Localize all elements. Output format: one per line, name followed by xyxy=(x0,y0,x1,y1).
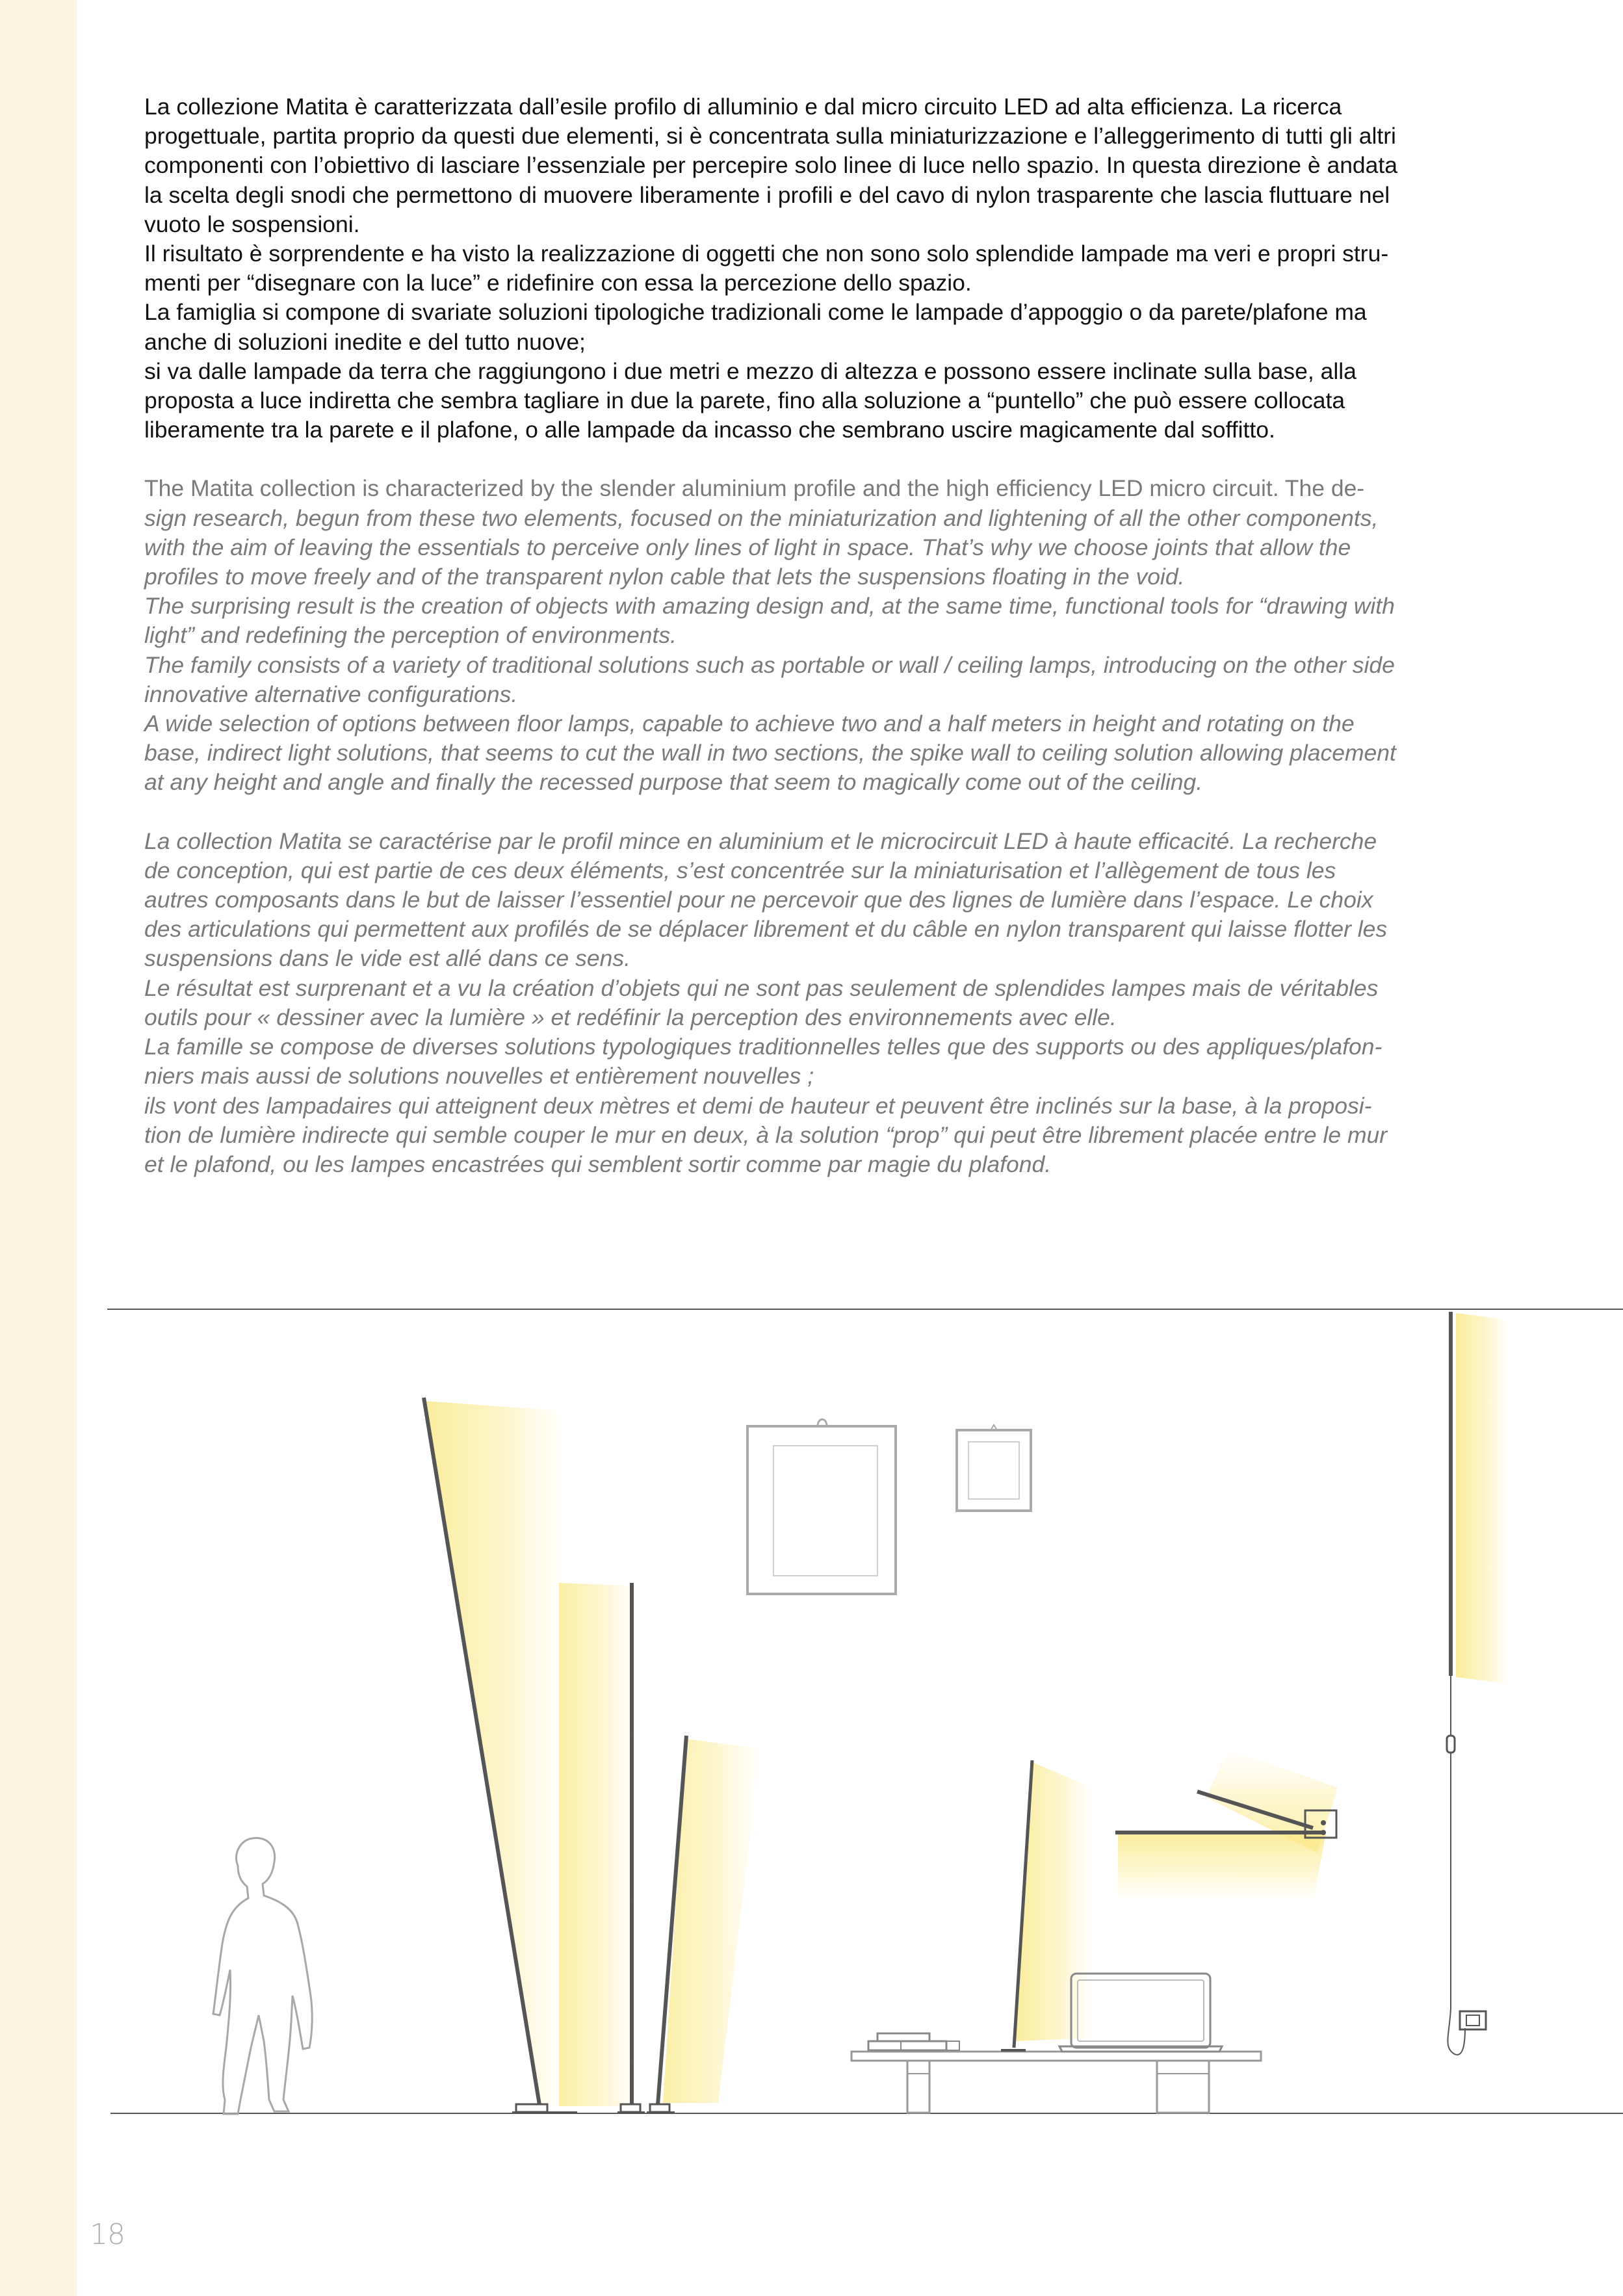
desk-top xyxy=(851,2052,1261,2061)
english-line: The Matita collection is characterized by the slender aluminium profile and the high efficiency LED micro circuit. The de- xyxy=(144,475,1365,502)
english-line: A wide selection of options between floor lamps, capable to achieve two and a half meters in height and rotating on the xyxy=(144,711,1355,737)
french-line: La famille se compose de diverses solutions typologiques traditionnelles telles que des supports ou des appliques/plafon- xyxy=(144,1034,1383,1060)
picture-frame-large xyxy=(747,1426,896,1594)
french-line: outils pour « dessiner avec la lumière » et redéfinir la perception des environnements avec elle. xyxy=(144,1004,1117,1030)
french-line: suspensions dans le vide est allé dans ce sens. xyxy=(144,945,630,972)
italian-line: Il risultato è sorprendente e ha visto la realizzazione di oggetti che non sono solo splendide lampade ma veri e propri stru- xyxy=(144,241,1389,267)
book-stack xyxy=(868,2041,946,2050)
english-text xyxy=(144,474,1480,797)
english-line: The surprising result is the creation of objects with amazing design and, at the same time, functional tools for “drawing with xyxy=(144,593,1395,620)
italian-line: anche di soluzioni inedite e del tutto nuove; xyxy=(144,328,586,355)
spike-lamp-cable-lower xyxy=(1448,1753,1465,2055)
english-line: The family consists of a variety of traditional solutions such as portable or wall / ceiling lamps, introducing on the other side xyxy=(144,651,1395,678)
power-socket xyxy=(1460,2011,1486,2029)
italian-line: si va dalle lampade da terra che raggiungono i due metri e mezzo di altezza e possono essere inclinate sulla base, alla xyxy=(144,358,1357,384)
english-line: innovative alternative configurations. xyxy=(144,681,518,707)
italian-line: La famiglia si compone di svariate soluzioni tipologiche tradizionali come le lampade d’appoggio o da parete/plafone ma xyxy=(144,299,1367,326)
desk-leg-left xyxy=(907,2061,929,2113)
wall-lamp-lower-glow xyxy=(1118,1833,1326,1901)
desk-leg-right xyxy=(1157,2061,1209,2113)
desk-leg-left-panel xyxy=(907,2074,929,2113)
french-line: autres composants dans le but de laisser l’essentiel pour ne percevoir que des lignes de lumière dans l’espace. Le choix xyxy=(144,887,1373,913)
laptop-base xyxy=(1059,2046,1222,2052)
english-line: light” and redefining the perception of environments. xyxy=(144,622,677,649)
text-block xyxy=(144,92,1480,1179)
italian-line: vuoto le sospensioni. xyxy=(144,211,360,237)
page-number: 18 xyxy=(90,2218,125,2251)
desk-leg-right-panel xyxy=(1157,2074,1209,2113)
book-stack-mid xyxy=(901,2041,959,2050)
desk-lamp-glow xyxy=(1014,1762,1092,2041)
english-line: with the aim of leaving the essentials to perceive only lines of light in space. That’s why we choose joints that allow the xyxy=(144,534,1351,560)
italian-line: La collezione Matita è caratterizzata dall’esile profilo di alluminio e dal micro circuito LED ad alta efficienza. La ricerca xyxy=(144,94,1342,120)
french-line: Le résultat est surprenant et a vu la création d’objets qui ne sont pas seulement de splendides lampes mais de véritables xyxy=(144,974,1379,1001)
floor-lamp-small-base xyxy=(650,2104,669,2112)
floor-lamp-large-glow xyxy=(422,1401,565,2106)
side-band xyxy=(0,0,77,2296)
english-line: at any height and angle and finally the recessed purpose that seem to magically come out of the ceiling. xyxy=(144,769,1203,796)
italian-line: liberamente tra la parete e il plafone, o alle lampade da incasso che sembrano uscire magicamente dal soffitto. xyxy=(144,417,1275,443)
italian-text xyxy=(144,92,1480,445)
floor-lamp-medium-glow xyxy=(559,1583,638,2106)
wall-lamp-joint xyxy=(1321,1830,1326,1835)
power-socket-inner xyxy=(1466,2015,1479,2026)
french-line: ils vont des lampadaires qui atteignent deux mètres et demi de hauteur et peuvent être inclinés sur la base, à la proposi- xyxy=(144,1092,1372,1119)
french-line: niers mais aussi de solutions nouvelles et entièrement nouvelles ; xyxy=(144,1063,814,1089)
book-stack-top xyxy=(877,2033,929,2041)
italian-line: proposta a luce indiretta che sembra tagliare in due la parete, fino alla soluzione a “puntello” che può essere collocata xyxy=(144,387,1345,414)
laptop-screen-inner xyxy=(1078,1980,1204,2041)
french-text xyxy=(144,827,1480,1179)
spike-lamp-glow xyxy=(1456,1313,1508,1684)
wall-lamp-joint xyxy=(1321,1820,1326,1825)
picture-frame-small-mat xyxy=(968,1442,1019,1499)
english-line: sign research, begun from these two elements, focused on the miniaturization and lightening of all the other components, xyxy=(144,504,1379,531)
italian-line: menti per “disegnare con la luce” e ridefinire con essa la percezione dello spazio. xyxy=(144,270,972,296)
picture-frame-large-mat xyxy=(773,1446,877,1576)
person-silhouette xyxy=(213,1838,312,2114)
french-line: de conception, qui est partie de ces deux éléments, s’est concentrée sur la miniaturisation et l’allègement de tous les xyxy=(144,857,1336,883)
french-line: La collection Matita se caractérise par le profil mince en aluminium et le microcircuit LED à haute efficacité. La recherche xyxy=(144,828,1377,854)
french-line: des articulations qui permettent aux profilés de se déplacer librement et du câble en nylon transparent qui laisse flotter les xyxy=(144,916,1388,943)
english-line: profiles to move freely and of the transparent nylon cable that lets the suspensions floating in the void. xyxy=(144,564,1185,590)
paragraph-gap xyxy=(144,798,1480,827)
spike-lamp-switch xyxy=(1447,1736,1455,1753)
french-line: tion de lumière indirecte qui semble couper le mur en deux, à la solution “prop” qui peut être librement placée entre le mur xyxy=(144,1121,1388,1148)
italian-line: la scelta degli snodi che permettono di muovere liberamente i profili e del cavo di nylon trasparente che lascia fluttuare nel xyxy=(144,181,1390,208)
italian-line: componenti con l’obiettivo di lasciare l’essenziale per percepire solo linee di luce nello spazio. In questa direzione è andata xyxy=(144,152,1398,179)
floor-lamp-small-glow xyxy=(663,1739,760,2103)
laptop-screen xyxy=(1071,1974,1210,2048)
italian-line: progettuale, partita proprio da questi due elementi, si è concentrata sulla miniaturizzazione e l’alleggerimento di tutti gli altri xyxy=(144,123,1396,150)
english-line: base, indirect light solutions, that seems to cut the wall in two sections, the spike wall to ceiling solution allowing placement xyxy=(144,740,1396,766)
lamp-illustration xyxy=(104,1294,1623,2132)
paragraph-gap xyxy=(144,445,1480,474)
french-line: et le plafond, ou les lampes encastrées qui semblent sortir comme par magie du plafond. xyxy=(144,1151,1052,1177)
